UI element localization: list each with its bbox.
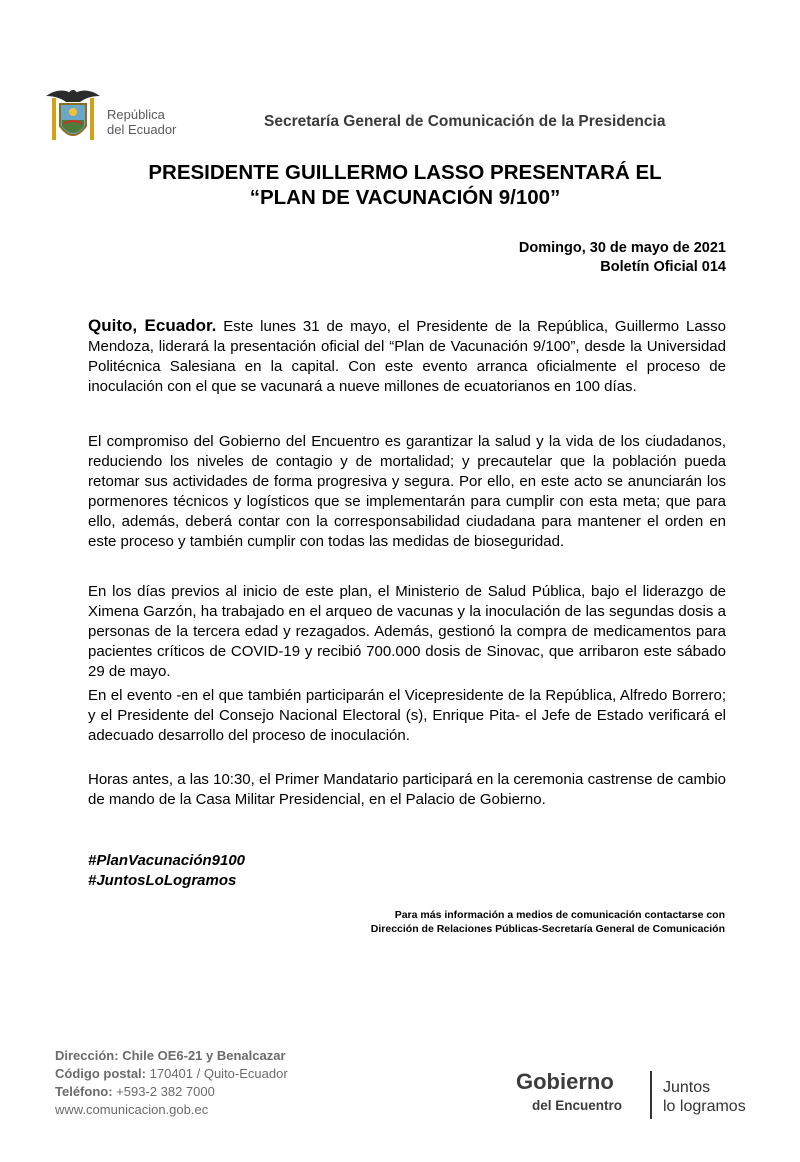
slogan <box>663 1078 746 1116</box>
postal-value: 170401 / Quito-Ecuador <box>149 1066 288 1081</box>
website-link[interactable]: www.comunicacion.gob.ec <box>55 1102 209 1117</box>
slogan-line2: lo logramos <box>663 1098 746 1115</box>
lead-location: Quito, Ecuador. <box>88 316 217 335</box>
gobierno-star-icon <box>486 1046 516 1116</box>
contact-note <box>371 908 725 936</box>
phone-value: +593-2 382 7000 <box>116 1084 215 1099</box>
date: Domingo, 30 de mayo de 2021 <box>518 240 726 256</box>
paragraph-1 <box>88 316 726 397</box>
paragraph-2: El compromiso del Gobierno del Encuentro es garantizar la salud y la vida de los ciudadanos, reduciendo los niveles de contagio y de mortalidad; y precautelar que la población pueda retomar sus actividades de forma progresiva y segura. Por ello, en este acto se anunciarán los pormenores técnicos y logísticos que se implementarán para cumplir con esta meta; que para ello, además, deberá contar con la corresponsabilidad ciudadana para mantener el orden en este proceso y también cumplir con todas las medidas de bioseguridad. <box>88 433 726 550</box>
coat-of-arms-logo <box>40 82 106 148</box>
paragraph-4: En el evento -en el que también participarán el Vicepresidente de la República, Alfredo Borrero; y el Presidente del Consejo Nacional Electoral (s), Enrique Pita- el Jefe de Estado verificará el adecuado desarrollo del proceso de inoculación. <box>88 687 726 744</box>
phone-label: Teléfono: <box>55 1084 113 1099</box>
bulletin-number: Boletín Oficial 014 <box>600 259 726 275</box>
postal-label: Código postal: <box>55 1066 146 1081</box>
title-line1: PRESIDENTE GUILLERMO LASSO PRESENTARÁ EL <box>148 161 662 184</box>
gobierno-logo-sub: del Encuentro <box>532 1098 623 1113</box>
republic-name <box>107 107 176 137</box>
logo-divider <box>650 1071 652 1119</box>
gobierno-logo-word: Gobierno <box>516 1069 614 1094</box>
address-value: Chile OE6-21 y Benalcazar <box>122 1048 286 1063</box>
hashtag: #PlanVacunación9100 <box>88 852 246 869</box>
republic-line2: del Ecuador <box>107 122 177 137</box>
contact-line1: Para más información a medios de comunicación contactarse con <box>394 909 725 921</box>
footer-address <box>55 1047 288 1119</box>
dateline <box>519 239 726 277</box>
paragraph-3: En los días previos al inicio de este plan, el Ministerio de Salud Pública, bajo el liderazgo de Ximena Garzón, ha trabajado en el arqueo de vacunas y la inoculación de las segundas dosis a personas de la tercera edad y rezagados. Además, gestionó la compra de medicamentos para pacientes críticos de COVID-19 y recibió 700.000 dosis de Sinovac, que arribaron este sábado 29 de mayo. <box>88 583 726 680</box>
slogan-line1: Juntos <box>663 1079 711 1096</box>
press-release-title <box>80 160 730 210</box>
hashtags <box>88 851 245 891</box>
title-line2: “PLAN DE VACUNACIÓN 9/100” <box>249 186 561 209</box>
hashtag: #JuntosLoLogramos <box>88 872 237 889</box>
contact-line2: Dirección de Relaciones Públicas-Secretaría General de Comunicación <box>370 923 725 935</box>
secretariat-title: Secretaría General de Comunicación de la Presidencia <box>264 113 666 130</box>
address-label: Dirección: <box>55 1048 119 1063</box>
paragraph-1-text: Este lunes 31 de mayo, el Presidente de la República, Guillermo Lasso Mendoza, liderará la presentación oficial del “Plan de Vacunación 9/100”, desde la Universidad Politécnica Salesiana en la capital. Con este evento arranca oficialmente el proceso de inoculación con el que se vacunará a nueve millones de ecuatorianos en 100 días. <box>88 318 727 395</box>
republic-line1: República <box>107 107 165 122</box>
paragraph-5: Horas antes, a las 10:30, el Primer Mandatario participará en la ceremonia castrense de cambio de mando de la Casa Militar Presidencial, en el Palacio de Gobierno. <box>88 771 726 808</box>
